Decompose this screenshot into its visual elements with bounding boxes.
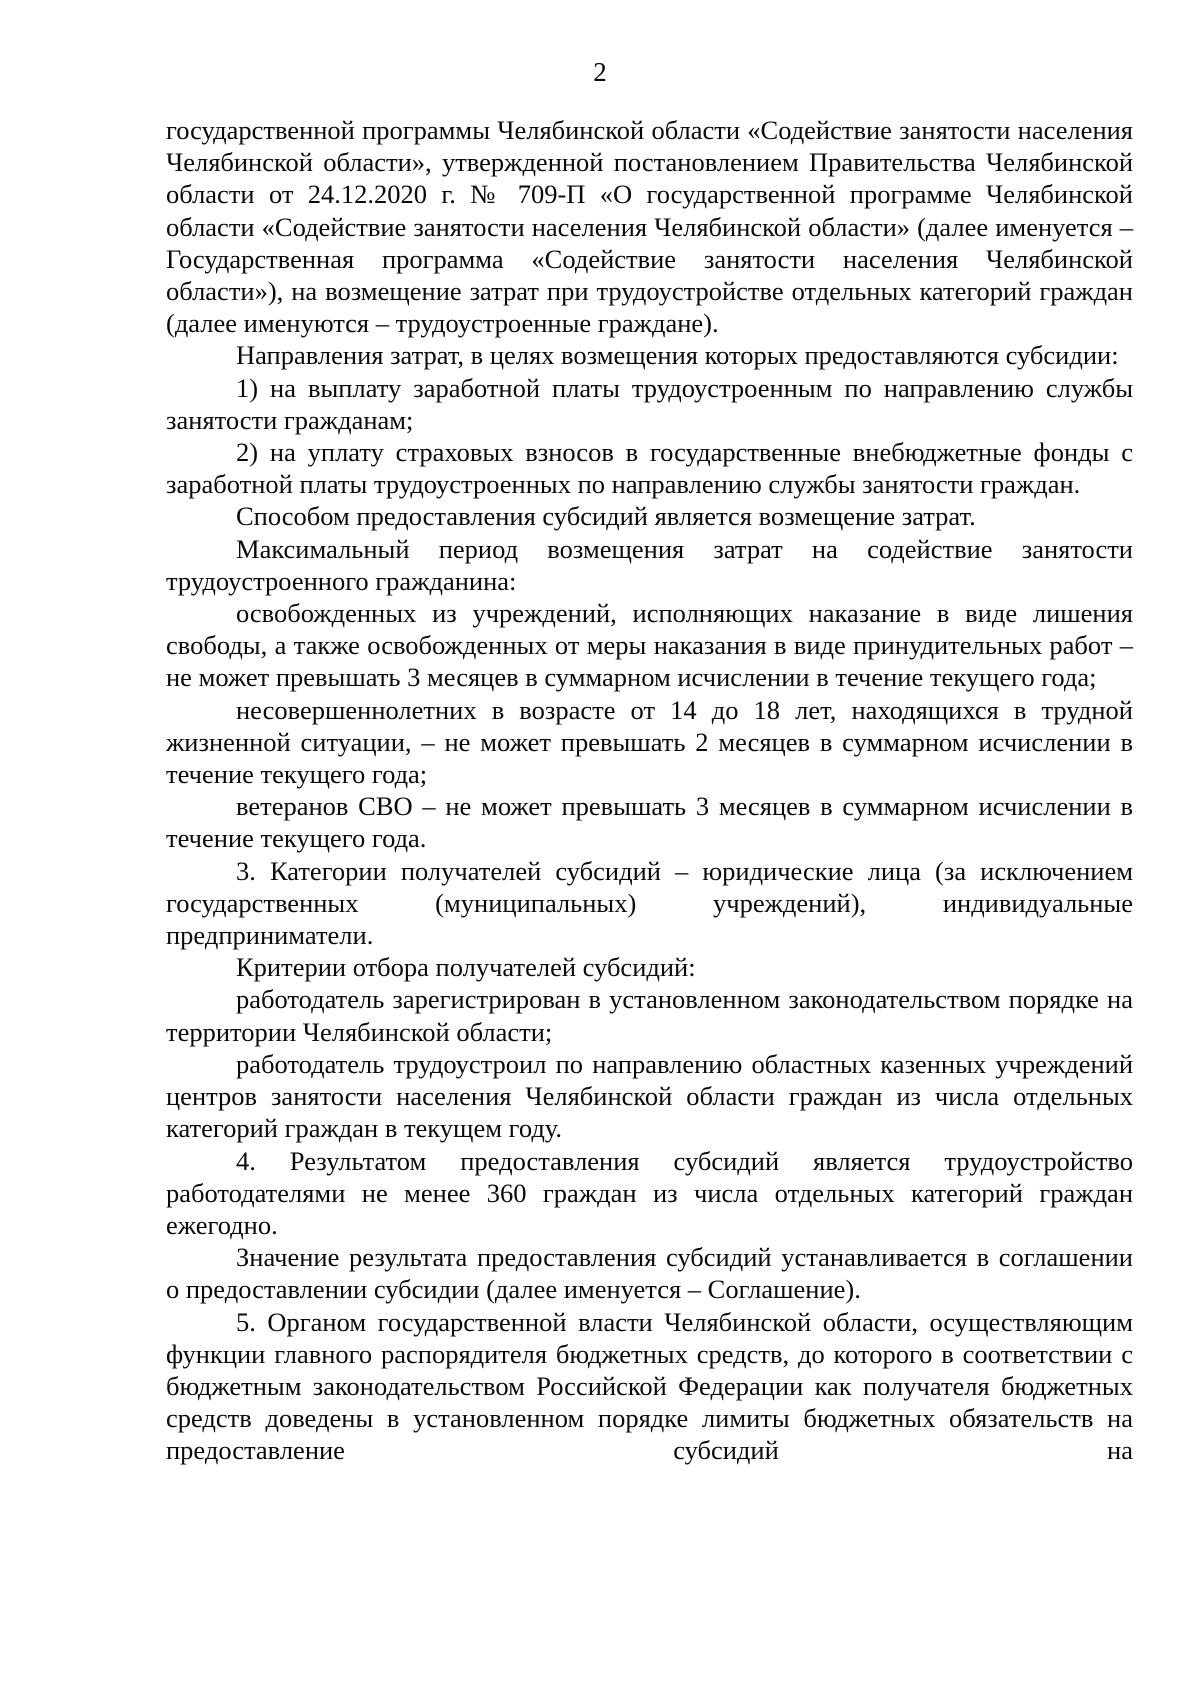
paragraph-criteria: Критерии отбора получателей субсидий:	[236, 952, 696, 983]
list-item-veterans: ветеранов СВО – не может превышать 3 месяцев в суммарном исчислении в течение текущего года.	[166, 791, 1133, 854]
section-4-result: 4. Результатом предоставления субсидий является трудоустройство работодателями не менее 360 граждан из числа отдельных категорий граждан ежегодно.	[166, 1145, 1133, 1240]
section-5-authority: 5. Органом государственной власти Челябинской области, осуществляющим функции главного распорядителя бюджетных средств, до которого в соответствии с бюджетным законодательством Российской Федерации как получателя бюджетных средств доведены в установленном порядке лимиты бюджетных обязательств на предоставление субсидий на	[166, 1306, 1133, 1466]
list-item-insurance: 2) на уплату страховых взносов в государственные внебюджетные фонды с заработной платы трудоустроенных по направлению службы занятости граждан.	[166, 437, 1133, 500]
document-body	[166, 114, 1133, 1467]
paragraph-method: Способом предоставления субсидий является возмещение затрат.	[236, 501, 976, 532]
paragraph-cost-directions: Направления затрат, в целях возмещения которых предоставляются субсидии:	[236, 340, 1119, 371]
list-item-employed: работодатель трудоустроил по направлению областных казенных учреждений центров занятости населения Челябинской области граждан из числа отдельных категорий граждан в текущем году.	[166, 1048, 1133, 1144]
list-item-salary: 1) на выплату заработной платы трудоустроенным по направлению службы занятости гражданам;	[166, 372, 1133, 435]
paragraph-max-period: Максимальный период возмещения затрат на содействие занятости трудоустроенного гражданина:	[166, 533, 1133, 596]
list-item-released: освобожденных из учреждений, исполняющих наказание в виде лишения свободы, а также освобожденных от меры наказания в виде принудительных работ – не может превышать 3 месяцев в суммарном исчислении в течение текущего года;	[166, 598, 1133, 693]
paragraph-continuation: государственной программы Челябинской области «Содействие занятости населения Челябинской области», утвержденной постановлением Правительства Челябинской области от 24.12.2020 г. № 709-П «О государственной программе Челябинской области «Содействие занятости населения Челябинской области» (далее именуется – Государственная программа «Содействие занятости населения Челябинской области»), на возмещение затрат при трудоустройстве отдельных категорий граждан (далее именуются – трудоустроенные граждане).	[166, 115, 1133, 339]
paragraph-result-value: Значение результата предоставления субсидий устанавливается в соглашении о предоставлении субсидии (далее именуется – Соглашение).	[166, 1242, 1133, 1305]
list-item-registered: работодатель зарегистрирован в установленном законодательством порядке на территории Челябинской области;	[166, 984, 1133, 1047]
section-3-recipients: 3. Категории получателей субсидий – юридические лица (за исключением государственных (муниципальных) учреждений), индивидуальные предприниматели.	[166, 855, 1133, 951]
page-number: 2	[593, 57, 607, 87]
list-item-minors: несовершеннолетних в возрасте от 14 до 18 лет, находящихся в трудной жизненной ситуации, – не может превышать 2 месяцев в суммарном исчислении в течение текущего года;	[166, 694, 1133, 790]
